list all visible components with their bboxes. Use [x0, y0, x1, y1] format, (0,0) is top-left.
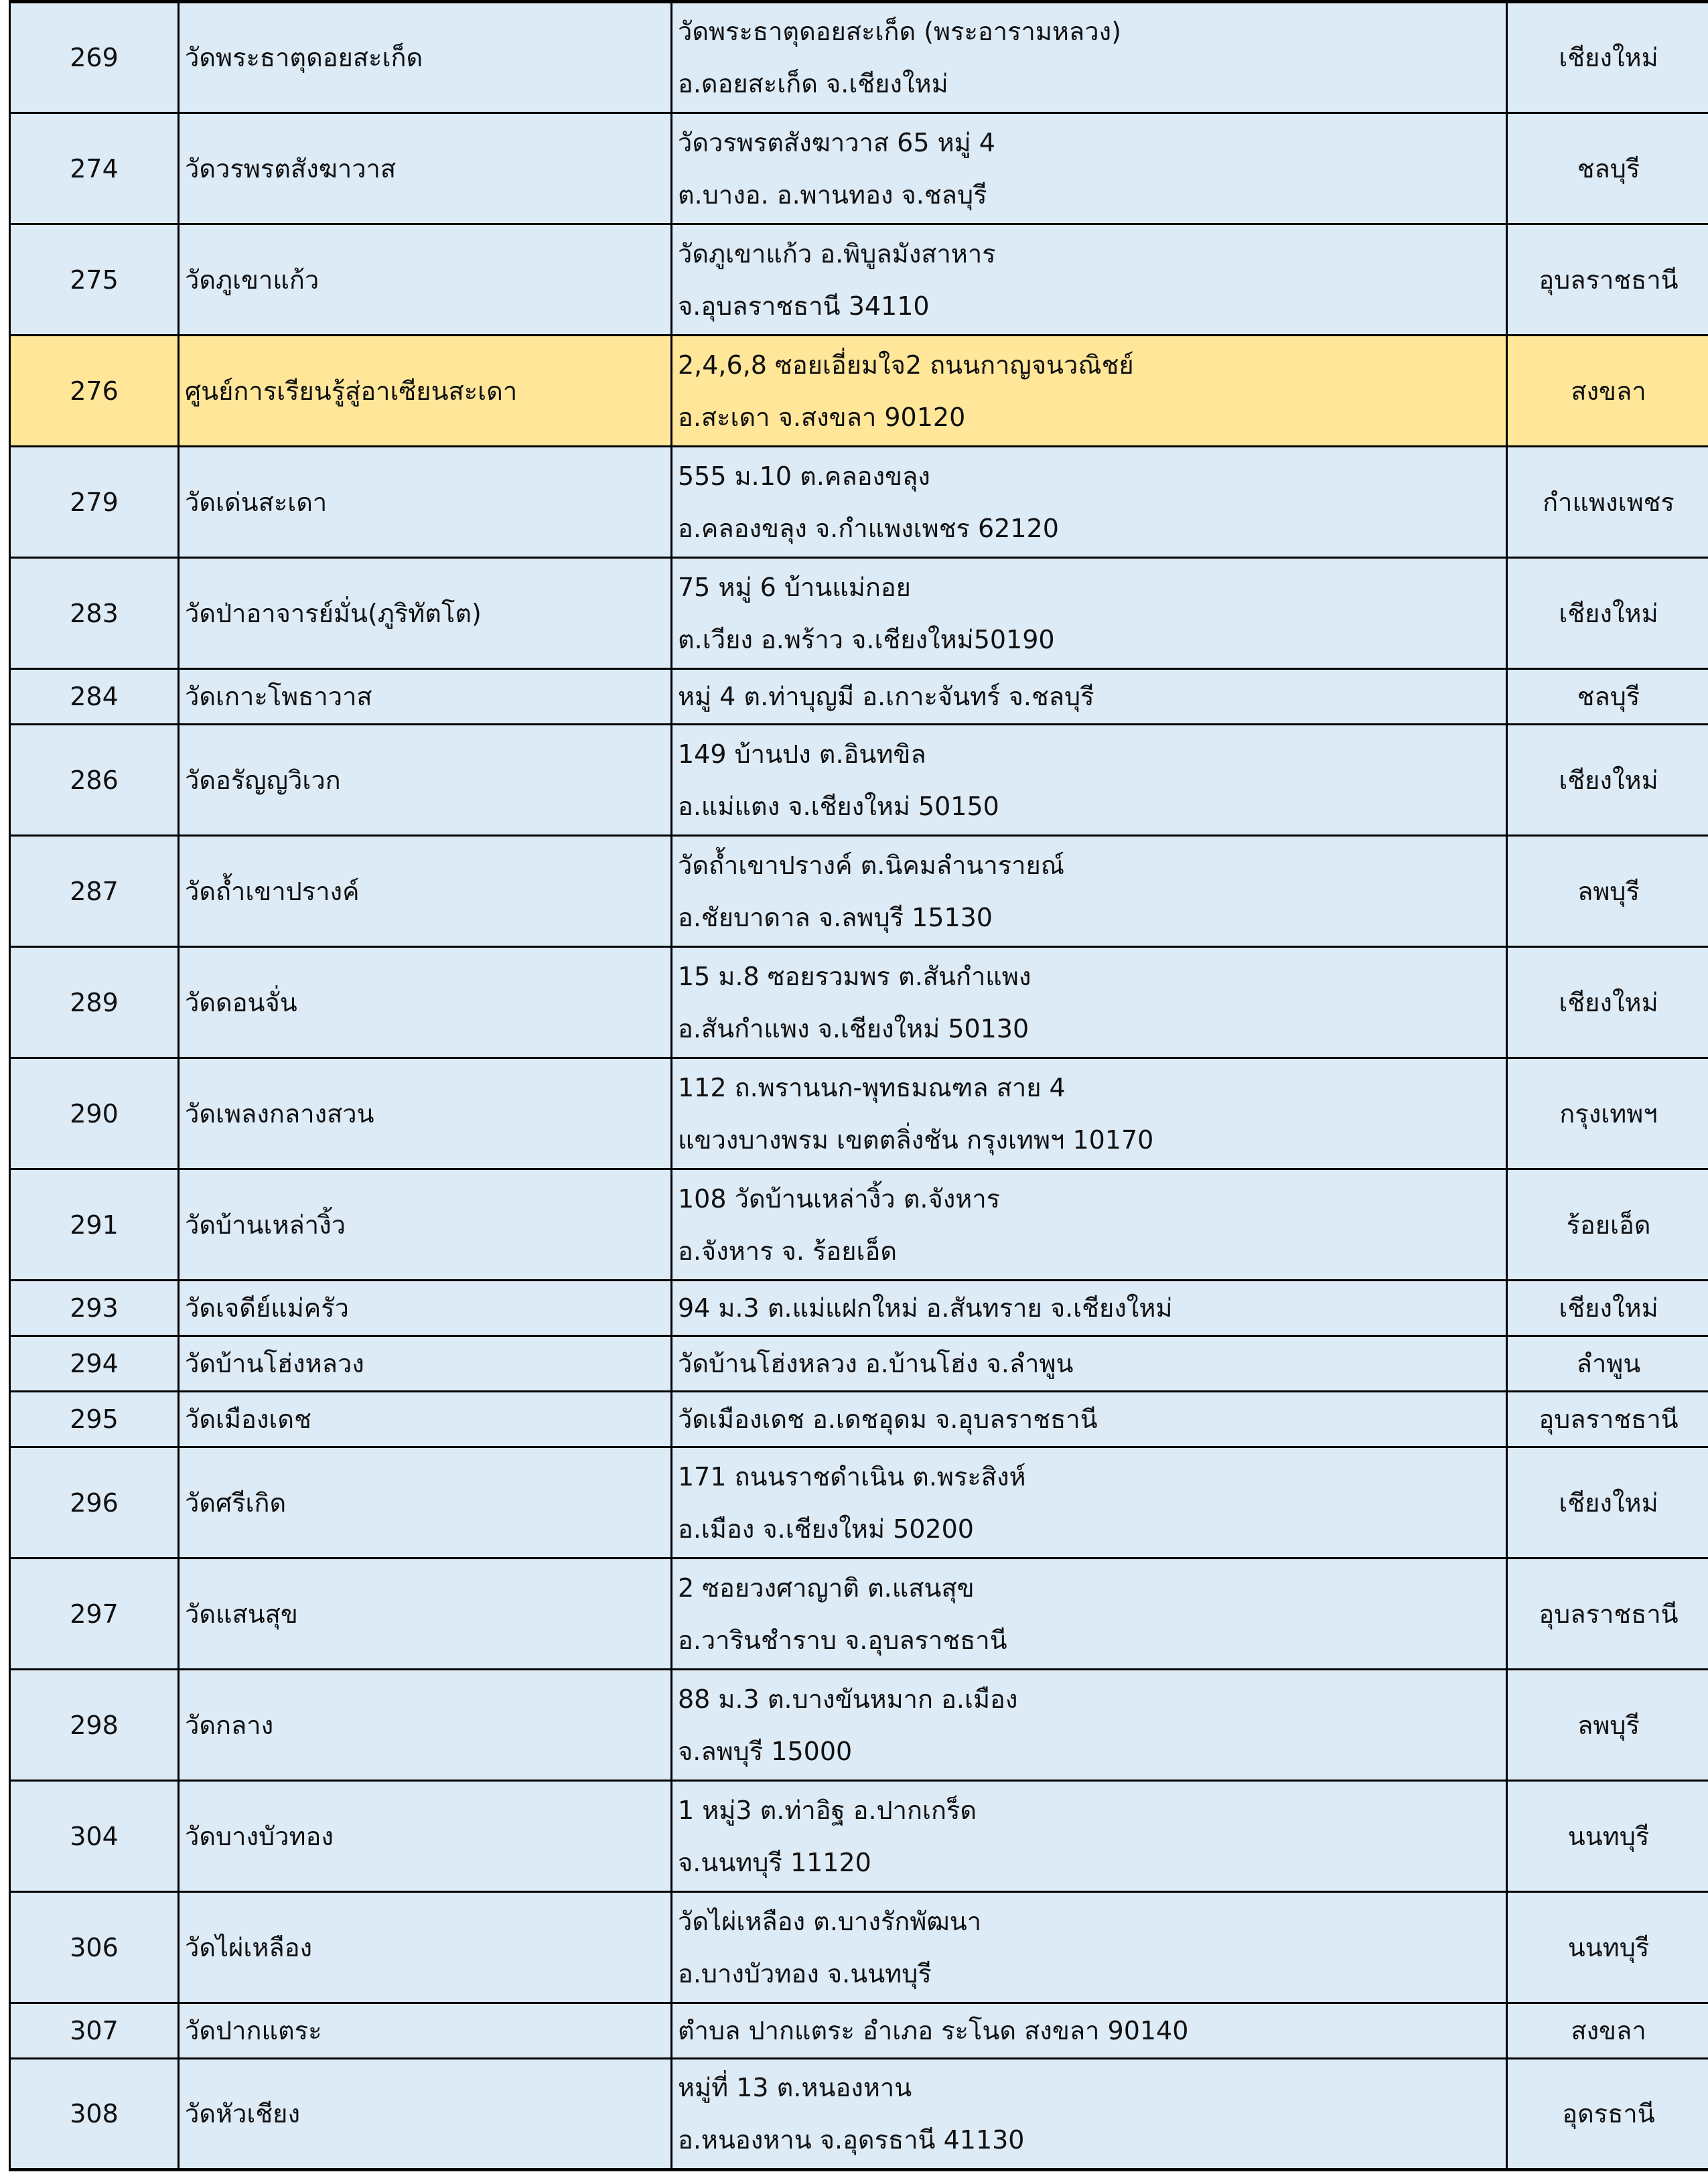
row-number-cell: 274: [10, 113, 179, 224]
address-line: 112 ถ.พรานนก-พุทธมณฑล สาย 4: [678, 1072, 1066, 1102]
address-line: หมู่ที่ 13 ต.หนองหาน: [678, 2073, 912, 2102]
province-label: นนทบุรี: [1567, 1821, 1650, 1851]
address-line: อ.หนองหาน จ.อุดรธานี 41130: [678, 2125, 1025, 2155]
temple-name-cell: วัดดอนจั่น: [179, 947, 672, 1058]
temple-name-cell: วัดป่าอาจารย์มั่น(ภูริทัตโต): [179, 558, 672, 669]
province-label: เชียงใหม่: [1559, 987, 1658, 1017]
address-line: 75 หมู่ 6 บ้านแม่กอย: [678, 572, 911, 602]
address-cell: [672, 1058, 1507, 1169]
table-row: [10, 725, 1708, 836]
province-cell: [1507, 1892, 1708, 2003]
row-number-cell: 298: [10, 1670, 179, 1781]
row-number-cell: 308: [10, 2059, 179, 2170]
address-cell: [672, 2003, 1507, 2059]
row-number-cell: 291: [10, 1169, 179, 1281]
address-cell: [672, 447, 1507, 558]
table-row: [10, 1336, 1708, 1392]
province-cell: [1507, 1058, 1708, 1169]
province-label: เชียงใหม่: [1559, 43, 1658, 72]
address-line: วัดไผ่เหลือง ต.บางรักพัฒนา: [678, 1906, 982, 1936]
row-number-cell: 276: [10, 336, 179, 447]
province-cell: [1507, 558, 1708, 669]
address-line: อ.จังหาร จ. ร้อยเอ็ด: [678, 1236, 898, 1266]
address-cell: [672, 947, 1507, 1058]
address-line: ตำบล ปากแตระ อำเภอ ระโนด สงขลา 90140: [678, 2016, 1189, 2045]
table-row: [10, 1392, 1708, 1447]
row-number-cell: 307: [10, 2003, 179, 2059]
province-cell: [1507, 1447, 1708, 1559]
address-line: ต.เวียง อ.พร้าว จ.เชียงใหม่50190: [678, 624, 1055, 654]
table-row: [10, 2059, 1708, 2170]
province-cell: [1507, 447, 1708, 558]
province-cell: [1507, 2, 1708, 113]
province-cell: [1507, 2003, 1708, 2059]
temple-name-cell: วัดเพลงกลางสวน: [179, 1058, 672, 1169]
table-row: [10, 1281, 1708, 1336]
address-line: อ.เมือง จ.เชียงใหม่ 50200: [678, 1514, 974, 1544]
temple-name-cell: วัดแสนสุข: [179, 1559, 672, 1670]
table-row: [10, 836, 1708, 947]
address-line: 555 ม.10 ต.คลองขลุง: [678, 461, 930, 491]
row-number-cell: 287: [10, 836, 179, 947]
address-line: 15 ม.8 ซอยรวมพร ต.สันกำแพง: [678, 961, 1031, 991]
address-cell: [672, 1336, 1507, 1392]
table-row: [10, 113, 1708, 224]
address-line: ต.บางอ. อ.พานทอง จ.ชลบุรี: [678, 179, 987, 210]
address-cell: [672, 1392, 1507, 1447]
province-label: ลพบุรี: [1577, 1710, 1640, 1740]
address-line: แขวงบางพรม เขตตลิ่งชัน กรุงเทพฯ 10170: [678, 1125, 1154, 1155]
address-cell: [672, 725, 1507, 836]
row-number-cell: 294: [10, 1336, 179, 1392]
address-line: 149 บ้านปง ต.อินทขิล: [678, 739, 926, 769]
province-label: ลพบุรี: [1577, 876, 1640, 906]
province-cell: [1507, 1336, 1708, 1392]
table-row: [10, 669, 1708, 725]
table-row: [10, 1559, 1708, 1670]
province-label: เชียงใหม่: [1559, 765, 1658, 795]
temple-name-cell: วัดหัวเชียง: [179, 2059, 672, 2170]
table-row: [10, 947, 1708, 1058]
temple-name-cell: วัดบ้านโฮ่งหลวง: [179, 1336, 672, 1392]
address-line: วัดถ้ำเขาปรางค์ ต.นิคมลำนารายณ์: [678, 850, 1064, 880]
temple-name-cell: วัดเมืองเดช: [179, 1392, 672, 1447]
address-cell: [672, 669, 1507, 725]
table-row: [10, 2, 1708, 113]
address-line: 2,4,6,8 ซอยเอี่ยมใจ2 ถนนกาญจนวณิชย์: [678, 350, 1134, 380]
temple-name-cell: ศูนย์การเรียนรู้สู่อาเซียนสะเดา: [179, 336, 672, 447]
address-cell: [672, 1559, 1507, 1670]
row-number-cell: 290: [10, 1058, 179, 1169]
province-label: สงขลา: [1571, 376, 1646, 406]
address-line: อ.สันกำแพง จ.เชียงใหม่ 50130: [678, 1013, 1029, 1043]
address-cell: [672, 2059, 1507, 2170]
province-cell: [1507, 1781, 1708, 1892]
table-row: [10, 2003, 1708, 2059]
address-cell: [672, 113, 1507, 224]
row-number-cell: 297: [10, 1559, 179, 1670]
address-cell: [672, 1892, 1507, 2003]
row-number-cell: 279: [10, 447, 179, 558]
temple-name-cell: วัดถ้ำเขาปรางค์: [179, 836, 672, 947]
address-line: 94 ม.3 ต.แม่แฝกใหม่ อ.สันทราย จ.เชียงใหม่: [678, 1293, 1173, 1323]
temple-name-cell: วัดวรพรตสังฆาวาส: [179, 113, 672, 224]
table-row: [10, 558, 1708, 669]
address-cell: [672, 1281, 1507, 1336]
province-label: ร้อยเอ็ด: [1566, 1210, 1651, 1240]
province-cell: [1507, 1392, 1708, 1447]
province-cell: [1507, 1281, 1708, 1336]
address-line: หมู่ 4 ต.ท่าบุญมี อ.เกาะจันทร์ จ.ชลบุรี: [678, 682, 1094, 711]
temple-name-cell: วัดเด่นสะเดา: [179, 447, 672, 558]
address-line: วัดวรพรตสังฆาวาส 65 หมู่ 4: [678, 127, 995, 157]
address-cell: [672, 836, 1507, 947]
address-line: 1 หมู่3 ต.ท่าอิฐ อ.ปากเกร็ด: [678, 1795, 977, 1825]
address-line: อ.สะเดา จ.สงขลา 90120: [678, 402, 966, 432]
address-cell: [672, 336, 1507, 447]
province-label: กำแพงเพชร: [1543, 487, 1675, 517]
table-body: [10, 2, 1708, 2170]
address-line: จ.ลพบุรี 15000: [678, 1736, 853, 1766]
address-cell: [672, 1447, 1507, 1559]
temple-name-cell: วัดพระธาตุดอยสะเก็ด: [179, 2, 672, 113]
temple-name-cell: วัดอรัญญวิเวก: [179, 725, 672, 836]
address-line: 171 ถนนราชดำเนิน ต.พระสิงห์: [678, 1461, 1026, 1492]
province-cell: [1507, 1670, 1708, 1781]
table-row: [10, 1781, 1708, 1892]
temple-list-table: [9, 0, 1708, 2171]
address-cell: [672, 1169, 1507, 1281]
table-row: [10, 224, 1708, 336]
province-cell: [1507, 224, 1708, 336]
province-label: อุบลราชธานี: [1539, 1599, 1679, 1629]
temple-name-cell: วัดบ้านเหล่างิ้ว: [179, 1169, 672, 1281]
row-number-cell: 289: [10, 947, 179, 1058]
table-row: [10, 1058, 1708, 1169]
temple-name-cell: วัดบางบัวทอง: [179, 1781, 672, 1892]
province-cell: [1507, 1559, 1708, 1670]
address-line: จ.อุบลราชธานี 34110: [678, 291, 930, 321]
province-label: ลำพูน: [1576, 1349, 1641, 1378]
province-label: เชียงใหม่: [1559, 1488, 1658, 1518]
row-number-cell: 293: [10, 1281, 179, 1336]
address-line: จ.นนทบุรี 11120: [678, 1847, 871, 1877]
province-label: สงขลา: [1571, 2016, 1646, 2045]
row-number-cell: 286: [10, 725, 179, 836]
province-label: ชลบุรี: [1577, 153, 1640, 184]
address-line: วัดภูเขาแก้ว อ.พิบูลมังสาหาร: [678, 238, 996, 269]
province-cell: [1507, 947, 1708, 1058]
row-number-cell: 306: [10, 1892, 179, 2003]
temple-name-cell: วัดปากแตระ: [179, 2003, 672, 2059]
province-label: อุบลราชธานี: [1539, 265, 1679, 295]
province-cell: [1507, 336, 1708, 447]
row-number-cell: 284: [10, 669, 179, 725]
address-line: วัดพระธาตุดอยสะเก็ด (พระอารามหลวง): [678, 17, 1121, 46]
table-row: [10, 336, 1708, 447]
address-line: อ.แม่แตง จ.เชียงใหม่ 50150: [678, 791, 999, 821]
address-line: วัดเมืองเดช อ.เดชอุดม จ.อุบลราชธานี: [678, 1404, 1098, 1434]
address-line: 108 วัดบ้านเหล่างิ้ว ต.จังหาร: [678, 1183, 1001, 1214]
province-cell: [1507, 1169, 1708, 1281]
address-line: อ.บางบัวทอง จ.นนทบุรี: [678, 1958, 932, 1988]
row-number-cell: 275: [10, 224, 179, 336]
province-label: นนทบุรี: [1567, 1932, 1650, 1962]
province-label: เชียงใหม่: [1559, 1293, 1658, 1323]
province-label: อุบลราชธานี: [1539, 1404, 1679, 1434]
table-row: [10, 447, 1708, 558]
address-line: วัดบ้านโฮ่งหลวง อ.บ้านโฮ่ง จ.ลำพูน: [678, 1349, 1074, 1378]
address-cell: [672, 558, 1507, 669]
address-line: อ.วารินชำราบ จ.อุบลราชธานี: [678, 1625, 1007, 1655]
temple-name-cell: วัดภูเขาแก้ว: [179, 224, 672, 336]
province-cell: [1507, 836, 1708, 947]
table-row: [10, 1670, 1708, 1781]
table-row: [10, 1892, 1708, 2003]
address-cell: [672, 1781, 1507, 1892]
address-line: อ.คลองขลุง จ.กำแพงเพชร 62120: [678, 513, 1059, 543]
row-number-cell: 304: [10, 1781, 179, 1892]
address-line: อ.ดอยสะเก็ด จ.เชียงใหม่: [678, 69, 948, 98]
province-label: อุดรธานี: [1562, 2099, 1655, 2128]
row-number-cell: 295: [10, 1392, 179, 1447]
province-label: กรุงเทพฯ: [1559, 1098, 1658, 1129]
province-cell: [1507, 669, 1708, 725]
table-row: [10, 1447, 1708, 1559]
address-line: 88 ม.3 ต.บางขันหมาก อ.เมือง: [678, 1684, 1018, 1714]
row-number-cell: 269: [10, 2, 179, 113]
address-cell: [672, 224, 1507, 336]
temple-name-cell: วัดเกาะโพธาวาส: [179, 669, 672, 725]
temple-name-cell: วัดไผ่เหลือง: [179, 1892, 672, 2003]
row-number-cell: 283: [10, 558, 179, 669]
address-line: 2 ซอยวงศาญาติ ต.แสนสุข: [678, 1573, 975, 1603]
row-number-cell: 296: [10, 1447, 179, 1559]
address-cell: [672, 1670, 1507, 1781]
province-cell: [1507, 113, 1708, 224]
address-line: อ.ชัยบาดาล จ.ลพบุรี 15130: [678, 902, 993, 932]
temple-name-cell: วัดศรีเกิด: [179, 1447, 672, 1559]
table-row: [10, 1169, 1708, 1281]
province-label: เชียงใหม่: [1559, 598, 1658, 628]
temple-name-cell: วัดกลาง: [179, 1670, 672, 1781]
temple-name-cell: วัดเจดีย์แม่ครัว: [179, 1281, 672, 1336]
province-label: ชลบุรี: [1577, 682, 1640, 711]
address-cell: [672, 2, 1507, 113]
province-cell: [1507, 2059, 1708, 2170]
province-cell: [1507, 725, 1708, 836]
